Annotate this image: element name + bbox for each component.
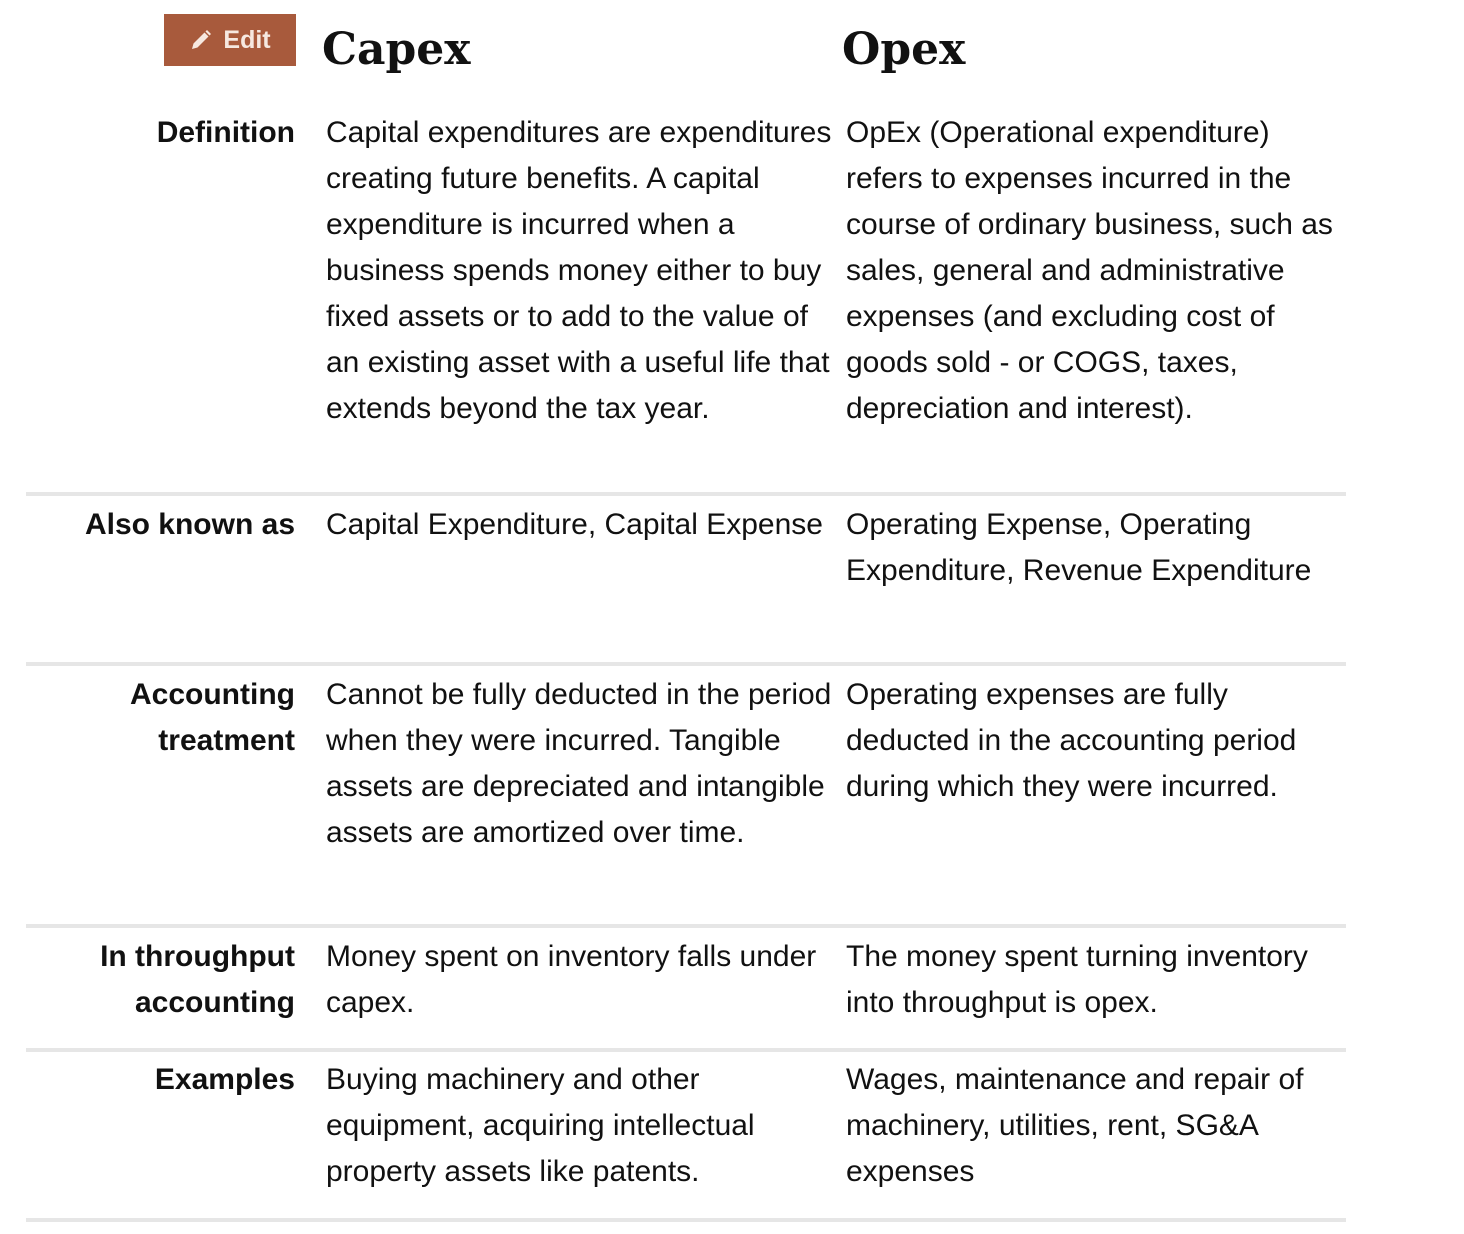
comparison-table (26, 108, 1346, 1222)
column-header-capex: Capex (322, 24, 471, 75)
row-label: Also known as (84, 508, 295, 541)
opex-cell: Operating expenses are fully deducted in the accounting period during which they were incurred. (846, 678, 1297, 803)
row-label: In throughput accounting (100, 940, 295, 1019)
capex-cell: Capital Expenditure, Capital Expense (326, 508, 823, 541)
table-row-throughput-accounting (26, 928, 1346, 1052)
edit-button-label: Edit (223, 25, 271, 54)
row-label: Definition (156, 116, 295, 149)
row-label: Accounting treatment (130, 678, 295, 757)
capex-cell: Money spent on inventory falls under capex. (326, 940, 817, 1019)
row-label: Examples (154, 1063, 295, 1096)
opex-cell: Wages, maintenance and repair of machinery, utilities, rent, SG&A expenses (846, 1063, 1304, 1188)
capex-cell: Buying machinery and other equipment, acquiring intellectual property assets like patents. (326, 1063, 755, 1188)
opex-cell: Operating Expense, Operating Expenditure, Revenue Expenditure (846, 508, 1312, 587)
capex-cell: Cannot be fully deducted in the period when they were incurred. Tangible assets are depreciated and intangible assets are amortized over time. (326, 678, 832, 849)
opex-cell: The money spent turning inventory into throughput is opex. (846, 940, 1308, 1019)
pencil-icon (189, 28, 213, 52)
table-row-also-known-as (26, 496, 1346, 666)
table-row-examples (26, 1052, 1346, 1222)
column-header-opex: Opex (842, 24, 966, 75)
table-row-accounting-treatment (26, 666, 1346, 928)
capex-cell: Capital expenditures are expenditures creating future benefits. A capital expenditure is incurred when a business spends money either to buy fixed assets or to add to the value of an existing asset with a useful life that extends beyond the tax year. (326, 116, 832, 425)
table-row-definition (26, 108, 1346, 496)
edit-button[interactable] (164, 14, 296, 66)
opex-cell: OpEx (Operational expenditure) refers to expenses incurred in the course of ordinary business, such as sales, general and administrative expenses (and excluding cost of goods sold - or COGS, taxes, depreciation and interest). (846, 116, 1333, 425)
